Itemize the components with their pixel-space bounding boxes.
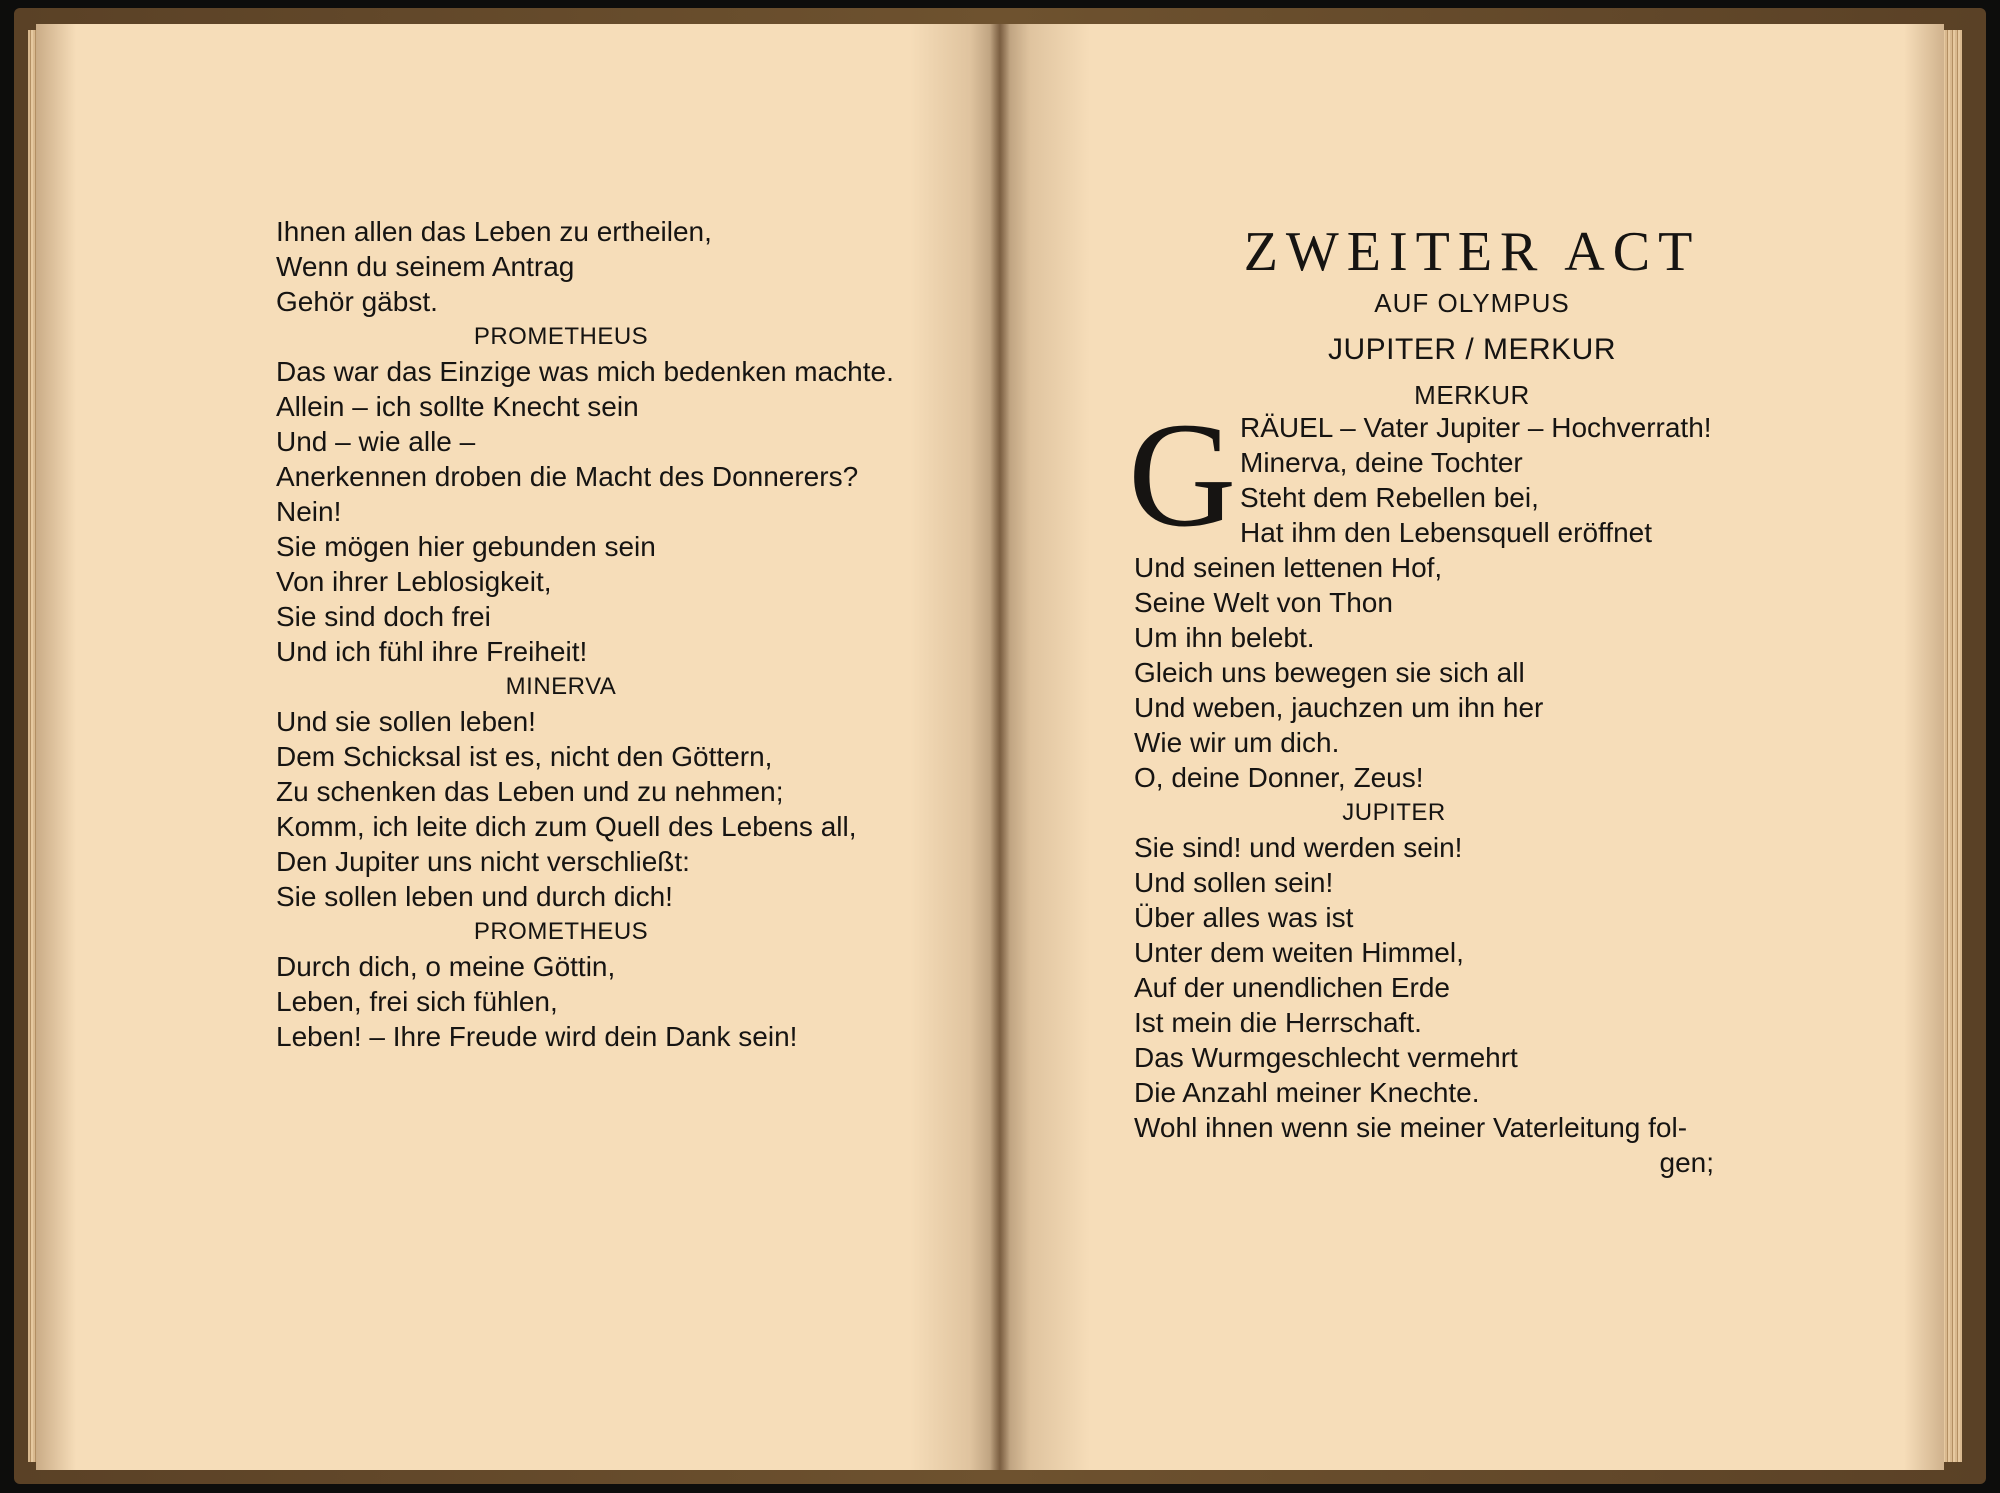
verse-line: Sie sind! und werden sein! [1134, 832, 1463, 863]
verse-line: Gehör gäbst. [276, 286, 438, 317]
verse-line: Nein! [276, 496, 342, 527]
verse-line: Ihnen allen das Leben zu ertheilen, [276, 216, 712, 247]
verse-line: Seine Welt von Thon [1134, 587, 1393, 618]
verse-line: Durch dich, o meine Göttin, [276, 951, 616, 982]
verse-line: Gleich uns bewegen sie sich all [1134, 657, 1525, 688]
right-verse-block [1134, 550, 1934, 1180]
verse-line: Sie sind doch frei [276, 601, 491, 632]
verse-line: Auf der unendlichen Erde [1134, 972, 1450, 1003]
verse-line: O, deine Donner, Zeus! [1134, 762, 1424, 793]
verse-line: Wohl ihnen wenn sie meiner Vaterleitung fol- [1134, 1112, 1688, 1143]
verse-line: Anerkennen droben die Macht des Donnerers? [276, 461, 859, 492]
scene-place: AUF OLYMPUS [1374, 288, 1570, 318]
act-title: ZWEITER ACT [1243, 221, 1701, 283]
scene-persons: JUPITER / MERKUR [1327, 333, 1617, 366]
verse-line: Leben! – Ihre Freude wird dein Dank sein! [276, 1021, 798, 1052]
verse-line: gen; [1659, 1147, 1714, 1178]
verse-line: Und – wie alle – [276, 426, 476, 457]
verse-line: Leben, frei sich fühlen, [276, 986, 558, 1017]
verse-line: Wie wir um dich. [1134, 727, 1340, 758]
speaker-label: JUPITER [1342, 799, 1446, 826]
right-page [1000, 24, 1944, 1470]
verse-line: Minerva, deine Tochter [1240, 447, 1523, 478]
verse-line: Um ihn belebt. [1134, 622, 1315, 653]
verse-line: Sie mögen hier gebunden sein [276, 531, 656, 562]
speaker-label: MINERVA [505, 673, 617, 700]
verse-line: Wenn du seinem Antrag [276, 251, 575, 282]
left-verse-block [276, 214, 976, 1054]
verse-line: Allein – ich sollte Knecht sein [276, 391, 639, 422]
verse-line: Und weben, jauchzen um ihn her [1134, 692, 1544, 723]
left-page [36, 24, 1000, 1470]
verse-line: Über alles was ist [1134, 902, 1354, 933]
verse-line: Die Anzahl meiner Knechte. [1134, 1077, 1480, 1108]
verse-line: Das war das Einzige was mich bedenken machte. [276, 356, 894, 387]
verse-line: Und ich fühl ihre Freiheit! [276, 636, 588, 667]
verse-line: Sie sollen leben und durch dich! [276, 881, 673, 912]
verse-line: Unter dem weiten Himmel, [1134, 937, 1464, 968]
speaker-label: PROMETHEUS [473, 918, 649, 945]
verse-line: Und seinen lettenen Hof, [1134, 552, 1443, 583]
verse-line: Zu schenken das Leben und zu nehmen; [276, 776, 784, 807]
verse-line: Und sollen sein! [1134, 867, 1334, 898]
verse-line: Das Wurmgeschlecht vermehrt [1134, 1042, 1518, 1073]
verse-line: Den Jupiter uns nicht verschließt: [276, 846, 690, 877]
verse-line: Hat ihm den Lebensquell eröffnet [1240, 517, 1652, 548]
verse-line: Komm, ich leite dich zum Quell des Lebens all, [276, 811, 857, 842]
speaker-label: MERKUR [1414, 380, 1530, 410]
speaker-label: PROMETHEUS [473, 323, 649, 350]
verse-line: Und sie sollen leben! [276, 706, 536, 737]
verse-line: Von ihrer Leblosigkeit, [276, 566, 552, 597]
verse-line: Dem Schicksal ist es, nicht den Göttern, [276, 741, 773, 772]
verse-line: Steht dem Rebellen bei, [1240, 482, 1539, 513]
book-gutter [990, 24, 1010, 1470]
verse-line: Ist mein die Herrschaft. [1134, 1007, 1422, 1038]
drop-cap: G [1128, 392, 1237, 558]
indented-verse-block [1240, 410, 1940, 550]
verse-line: RÄUEL – Vater Jupiter – Hochverrath! [1240, 412, 1712, 443]
